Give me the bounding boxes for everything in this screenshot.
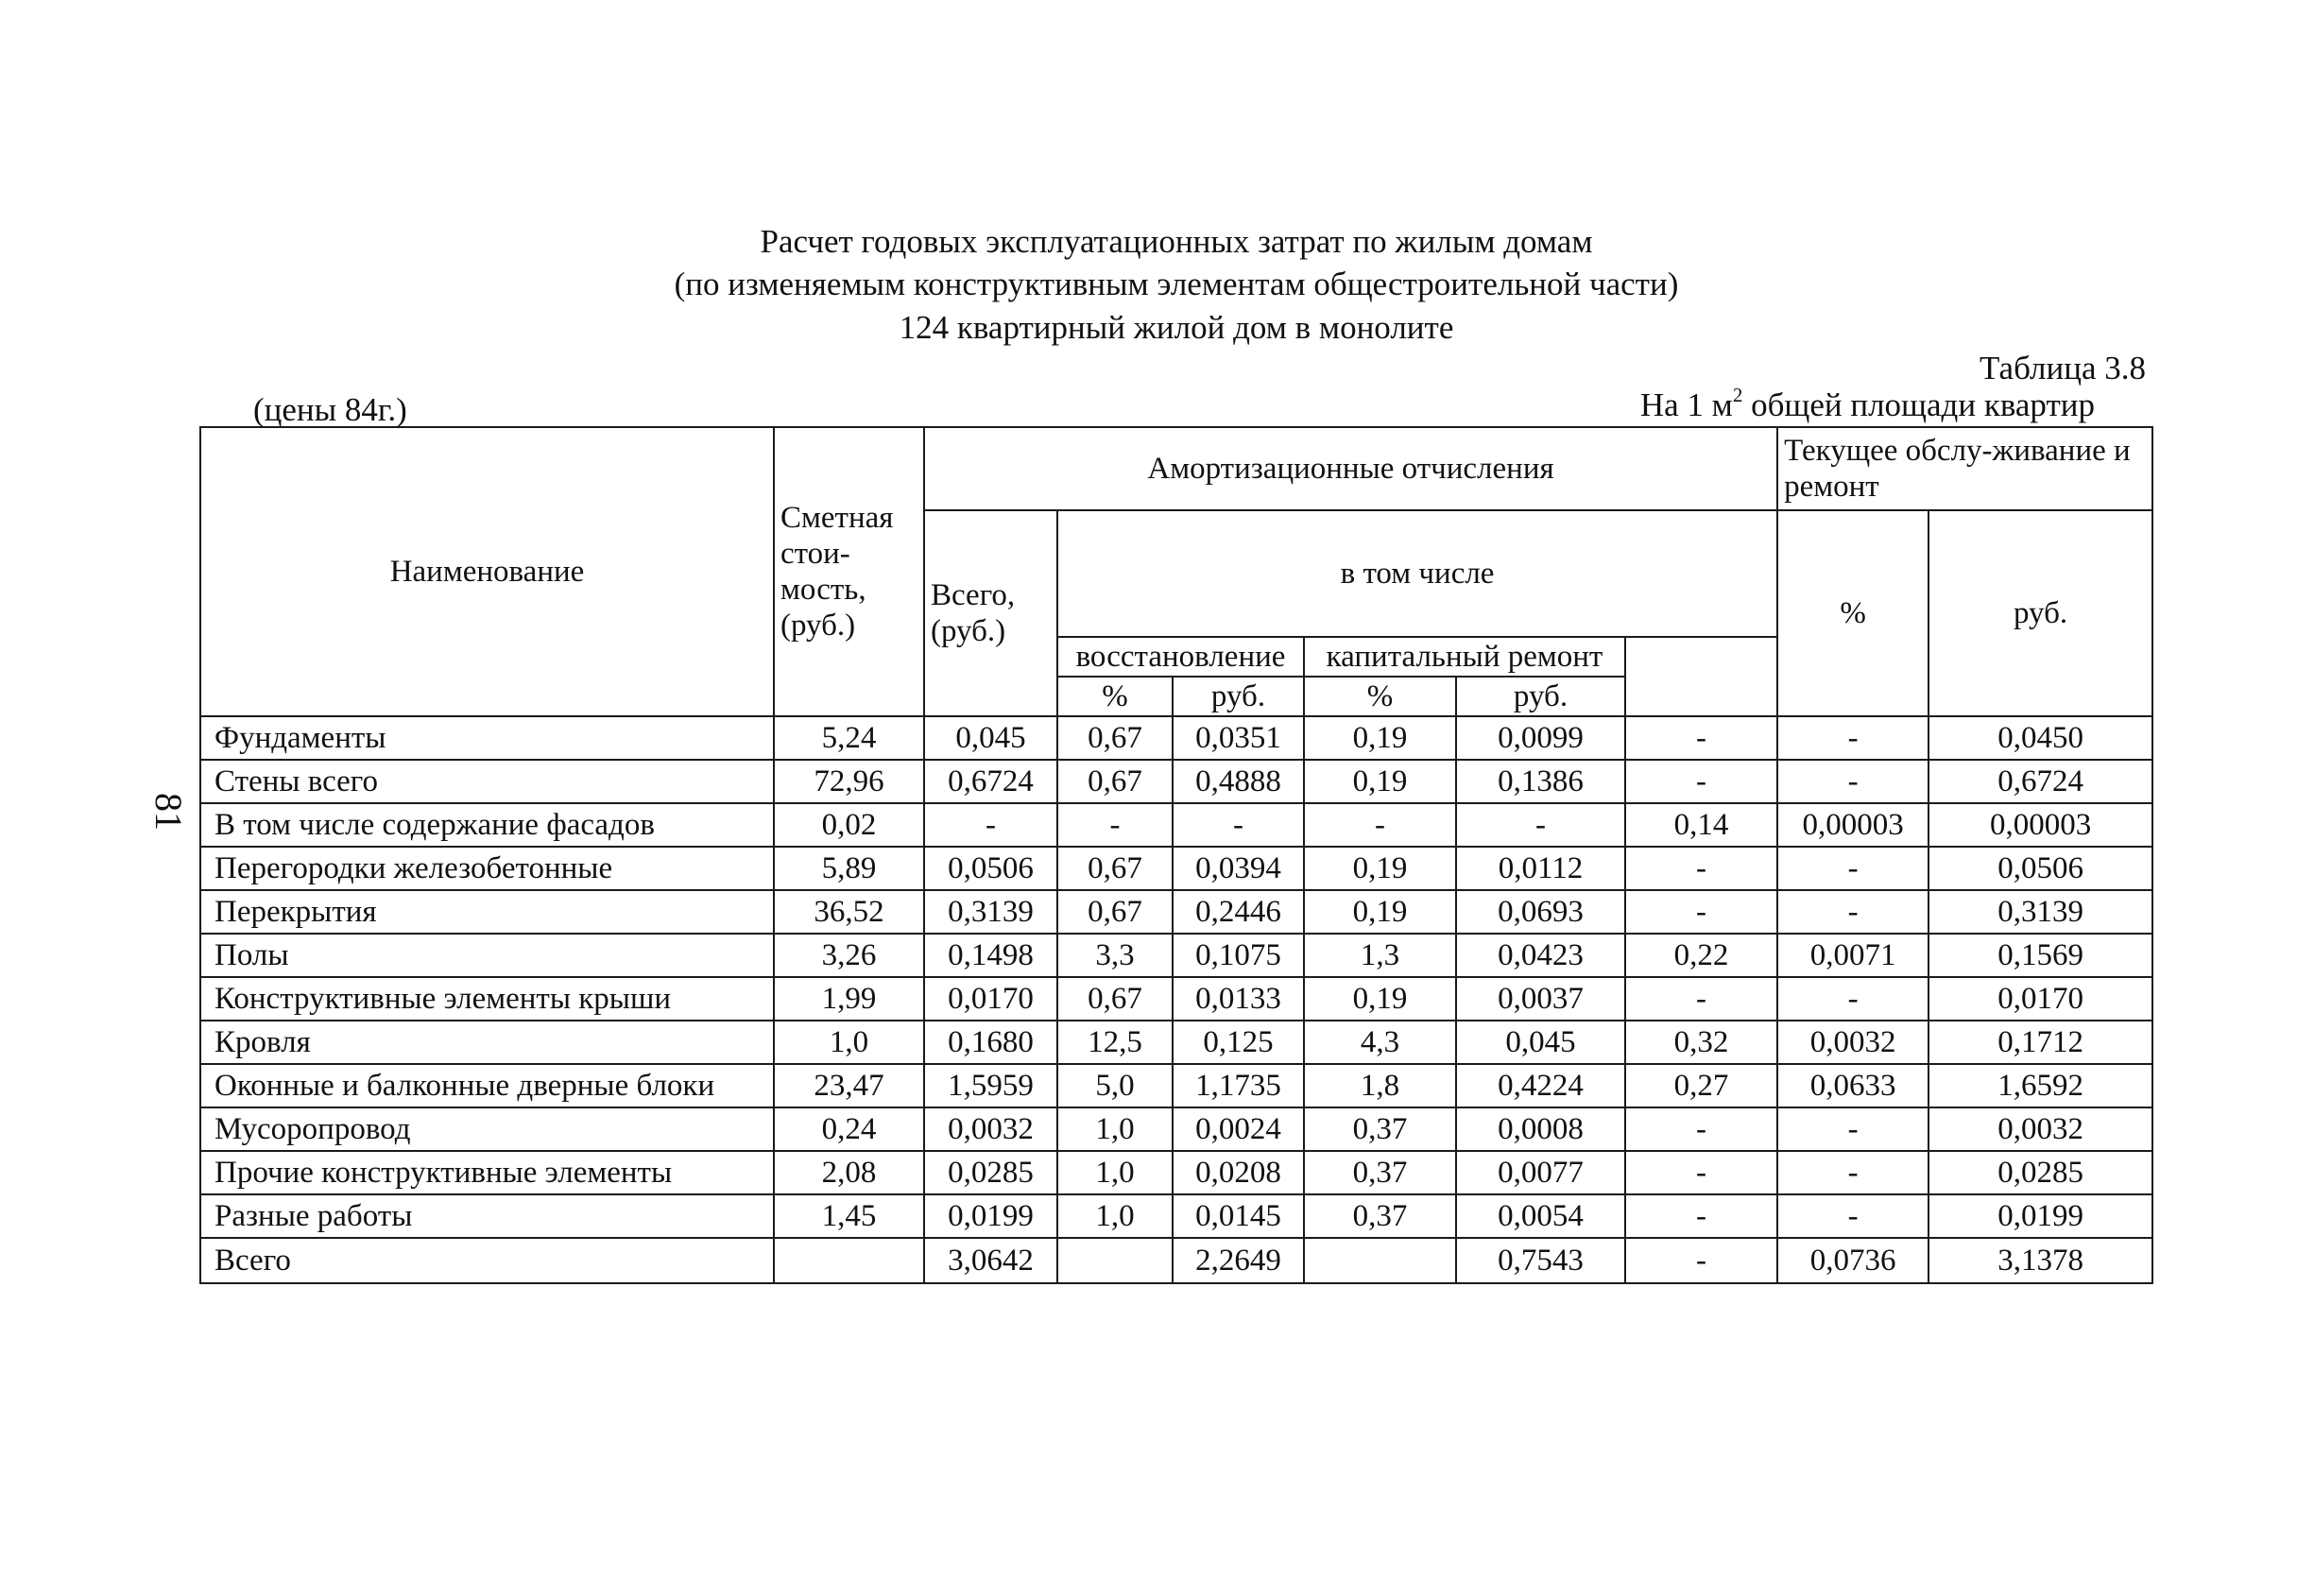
row-name-cell: Прочие конструктивные элементы: [200, 1151, 774, 1194]
maintenance-rub-cell: 0,00003: [1777, 803, 1928, 847]
restoration-rub-cell: 1,1735: [1173, 1064, 1304, 1107]
capital-rub-cell: -: [1456, 803, 1625, 847]
restoration-pct-cell: 0,67: [1057, 847, 1173, 890]
maintenance-pct-cell: 0,32: [1625, 1021, 1777, 1064]
restoration-pct-cell: -: [1057, 803, 1173, 847]
capital-rub-cell: 0,1386: [1456, 760, 1625, 803]
amortization-total-cell: 0,0506: [924, 847, 1057, 890]
table-label: Таблица 3.8: [1980, 350, 2146, 386]
amortization-total-cell: 0,045: [924, 716, 1057, 760]
restoration-pct-cell: 1,0: [1057, 1151, 1173, 1194]
prices-note: (цены 84г.): [253, 391, 407, 428]
maintenance-pct-cell: -: [1625, 890, 1777, 934]
capital-pct-cell: -: [1304, 803, 1456, 847]
amortization-total-cell: 0,1498: [924, 934, 1057, 977]
capital-rub-cell: 0,0423: [1456, 934, 1625, 977]
amortization-total-cell: 1,5959: [924, 1064, 1057, 1107]
restoration-pct-cell: 5,0: [1057, 1064, 1173, 1107]
maintenance-pct-cell: 0,14: [1625, 803, 1777, 847]
annual-total-cell: 0,0450: [1928, 716, 2152, 760]
restoration-rub-cell: 0,0133: [1173, 977, 1304, 1021]
restoration-rub-cell: 2,2649: [1173, 1238, 1304, 1283]
annual-total-cell: 0,1712: [1928, 1021, 2152, 1064]
row-name-cell: Перегородки железобетонные: [200, 847, 774, 890]
amortization-total-cell: 0,0199: [924, 1194, 1057, 1238]
restoration-rub-cell: 0,125: [1173, 1021, 1304, 1064]
annual-total-cell: 1,6592: [1928, 1064, 2152, 1107]
table-row: [200, 716, 2152, 760]
restoration-pct-cell: 0,67: [1057, 890, 1173, 934]
restoration-rub-cell: -: [1173, 803, 1304, 847]
table-row: [200, 934, 2152, 977]
maintenance-rub-cell: -: [1777, 760, 1928, 803]
header-maintenance-pct: %: [1777, 510, 1928, 716]
annual-total-cell: 0,0170: [1928, 977, 2152, 1021]
header-capital-repair: капитальный ремонт: [1304, 637, 1625, 677]
table-row: [200, 760, 2152, 803]
capital-pct-cell: 0,37: [1304, 1107, 1456, 1151]
header-estimated-cost: Сметная стои-мость, (руб.): [774, 427, 924, 716]
restoration-rub-cell: 0,0145: [1173, 1194, 1304, 1238]
maintenance-rub-cell: -: [1777, 716, 1928, 760]
capital-pct-cell: 0,37: [1304, 1151, 1456, 1194]
header-maintenance: Текущее обслу-живание и ремонт: [1777, 427, 2152, 510]
annual-total-cell: 0,0199: [1928, 1194, 2152, 1238]
restoration-pct-cell: 0,67: [1057, 716, 1173, 760]
capital-rub-cell: 0,0693: [1456, 890, 1625, 934]
capital-rub-cell: 0,0037: [1456, 977, 1625, 1021]
header-capital-rub: руб.: [1456, 677, 1625, 716]
annual-total-cell: 0,0285: [1928, 1151, 2152, 1194]
table-row: [200, 977, 2152, 1021]
restoration-pct-cell: 1,0: [1057, 1107, 1173, 1151]
row-name-cell: Конструктивные элементы крыши: [200, 977, 774, 1021]
capital-rub-cell: 0,045: [1456, 1021, 1625, 1064]
table-row: [200, 1107, 2152, 1151]
document-title-line-3: 124 квартирный жилой дом в монолите: [899, 309, 1454, 346]
header-capital-pct: %: [1304, 677, 1456, 716]
table-row: [200, 1021, 2152, 1064]
unit-note-suffix: общей площади квартир: [1742, 386, 2095, 423]
header-amortization-total: Всего, (руб.): [924, 510, 1057, 716]
row-name-cell: Полы: [200, 934, 774, 977]
maintenance-rub-cell: -: [1777, 977, 1928, 1021]
restoration-pct-cell: 0,67: [1057, 760, 1173, 803]
capital-pct-cell: 0,37: [1304, 1194, 1456, 1238]
restoration-pct-cell: 0,67: [1057, 977, 1173, 1021]
maintenance-rub-cell: -: [1777, 1151, 1928, 1194]
capital-pct-cell: 4,3: [1304, 1021, 1456, 1064]
restoration-pct-cell: 12,5: [1057, 1021, 1173, 1064]
estimated-cost-cell: 36,52: [774, 890, 924, 934]
restoration-rub-cell: 0,2446: [1173, 890, 1304, 934]
table-row: [200, 1194, 2152, 1238]
restoration-rub-cell: 0,0208: [1173, 1151, 1304, 1194]
costs-table: [199, 426, 2153, 1284]
capital-pct-cell: 0,19: [1304, 847, 1456, 890]
capital-rub-cell: 0,7543: [1456, 1238, 1625, 1283]
maintenance-pct-cell: -: [1625, 1107, 1777, 1151]
row-name-cell: Всего: [200, 1238, 774, 1283]
estimated-cost-cell: 5,89: [774, 847, 924, 890]
estimated-cost-cell: 72,96: [774, 760, 924, 803]
amortization-total-cell: 0,0170: [924, 977, 1057, 1021]
estimated-cost-cell: 1,0: [774, 1021, 924, 1064]
maintenance-rub-cell: -: [1777, 1107, 1928, 1151]
capital-rub-cell: 0,0112: [1456, 847, 1625, 890]
maintenance-pct-cell: -: [1625, 847, 1777, 890]
estimated-cost-cell: 1,99: [774, 977, 924, 1021]
estimated-cost-cell: 0,02: [774, 803, 924, 847]
estimated-cost-cell: [774, 1238, 924, 1283]
annual-total-cell: 3,1378: [1928, 1238, 2152, 1283]
maintenance-rub-cell: -: [1777, 890, 1928, 934]
annual-total-cell: 0,1569: [1928, 934, 2152, 977]
table-row: [200, 1151, 2152, 1194]
maintenance-pct-cell: -: [1625, 716, 1777, 760]
maintenance-rub-cell: 0,0633: [1777, 1064, 1928, 1107]
capital-pct-cell: 1,3: [1304, 934, 1456, 977]
restoration-rub-cell: 0,0351: [1173, 716, 1304, 760]
header-amortization: Амортизационные отчисления: [924, 427, 1777, 510]
restoration-rub-cell: 0,0024: [1173, 1107, 1304, 1151]
maintenance-rub-cell: 0,0736: [1777, 1238, 1928, 1283]
header-restoration-pct: %: [1057, 677, 1173, 716]
page-number: 81: [147, 793, 190, 831]
capital-pct-cell: 0,19: [1304, 760, 1456, 803]
estimated-cost-cell: 3,26: [774, 934, 924, 977]
estimated-cost-cell: 23,47: [774, 1064, 924, 1107]
annual-total-cell: 0,0032: [1928, 1107, 2152, 1151]
row-name-cell: Мусоропровод: [200, 1107, 774, 1151]
table-row: [200, 847, 2152, 890]
amortization-total-cell: 0,1680: [924, 1021, 1057, 1064]
document-title-line-1: Расчет годовых эксплуатационных затрат по жилым домам: [760, 223, 1593, 260]
unit-note-superscript: 2: [1732, 384, 1743, 406]
capital-rub-cell: 0,0008: [1456, 1107, 1625, 1151]
maintenance-rub-cell: -: [1777, 847, 1928, 890]
header-restoration: восстановление: [1057, 637, 1304, 677]
restoration-rub-cell: 0,1075: [1173, 934, 1304, 977]
restoration-pct-cell: [1057, 1238, 1173, 1283]
unit-note: [1640, 384, 2095, 427]
amortization-total-cell: 0,3139: [924, 890, 1057, 934]
amortization-total-cell: 0,6724: [924, 760, 1057, 803]
document-title-line-2: (по изменяемым конструктивным элементам общестроительной части): [674, 266, 1679, 302]
capital-pct-cell: 0,19: [1304, 977, 1456, 1021]
annual-total-cell: 0,00003: [1928, 803, 2152, 847]
row-name-cell: Перекрытия: [200, 890, 774, 934]
table-row: [200, 890, 2152, 934]
capital-rub-cell: 0,0077: [1456, 1151, 1625, 1194]
header-including: в том числе: [1057, 510, 1777, 637]
maintenance-pct-cell: -: [1625, 760, 1777, 803]
unit-note-prefix: На 1 м: [1639, 386, 1733, 423]
estimated-cost-cell: 5,24: [774, 716, 924, 760]
maintenance-pct-cell: -: [1625, 977, 1777, 1021]
maintenance-rub-cell: 0,0071: [1777, 934, 1928, 977]
row-name-cell: Фундаменты: [200, 716, 774, 760]
restoration-rub-cell: 0,0394: [1173, 847, 1304, 890]
table-row: [200, 1064, 2152, 1107]
capital-pct-cell: [1304, 1238, 1456, 1283]
row-name-cell: Разные работы: [200, 1194, 774, 1238]
row-name-cell: Кровля: [200, 1021, 774, 1064]
amortization-total-cell: 0,0032: [924, 1107, 1057, 1151]
maintenance-pct-cell: -: [1625, 1194, 1777, 1238]
header-restoration-rub: руб.: [1173, 677, 1304, 716]
restoration-rub-cell: 0,4888: [1173, 760, 1304, 803]
estimated-cost-cell: 1,45: [774, 1194, 924, 1238]
capital-rub-cell: 0,0054: [1456, 1194, 1625, 1238]
capital-rub-cell: 0,0099: [1456, 716, 1625, 760]
annual-total-cell: 0,3139: [1928, 890, 2152, 934]
row-name-cell: В том числе содержание фасадов: [200, 803, 774, 847]
header-maintenance-rub: руб.: [1928, 510, 2152, 716]
amortization-total-cell: 3,0642: [924, 1238, 1057, 1283]
maintenance-pct-cell: -: [1625, 1238, 1777, 1283]
maintenance-rub-cell: -: [1777, 1194, 1928, 1238]
amortization-total-cell: 0,0285: [924, 1151, 1057, 1194]
annual-total-cell: 0,6724: [1928, 760, 2152, 803]
capital-rub-cell: 0,4224: [1456, 1064, 1625, 1107]
capital-pct-cell: 1,8: [1304, 1064, 1456, 1107]
table-body: [200, 716, 2152, 1283]
restoration-pct-cell: 1,0: [1057, 1194, 1173, 1238]
annual-total-cell: 0,0506: [1928, 847, 2152, 890]
estimated-cost-cell: 2,08: [774, 1151, 924, 1194]
amortization-total-cell: -: [924, 803, 1057, 847]
maintenance-pct-cell: 0,22: [1625, 934, 1777, 977]
estimated-cost-cell: 0,24: [774, 1107, 924, 1151]
maintenance-rub-cell: 0,0032: [1777, 1021, 1928, 1064]
table-row: [200, 803, 2152, 847]
capital-pct-cell: 0,19: [1304, 890, 1456, 934]
row-name-cell: Стены всего: [200, 760, 774, 803]
maintenance-pct-cell: -: [1625, 1151, 1777, 1194]
capital-pct-cell: 0,19: [1304, 716, 1456, 760]
table-total-row: [200, 1238, 2152, 1283]
header-name: Наименование: [200, 427, 774, 716]
row-name-cell: Оконные и балконные дверные блоки: [200, 1064, 774, 1107]
maintenance-pct-cell: 0,27: [1625, 1064, 1777, 1107]
restoration-pct-cell: 3,3: [1057, 934, 1173, 977]
